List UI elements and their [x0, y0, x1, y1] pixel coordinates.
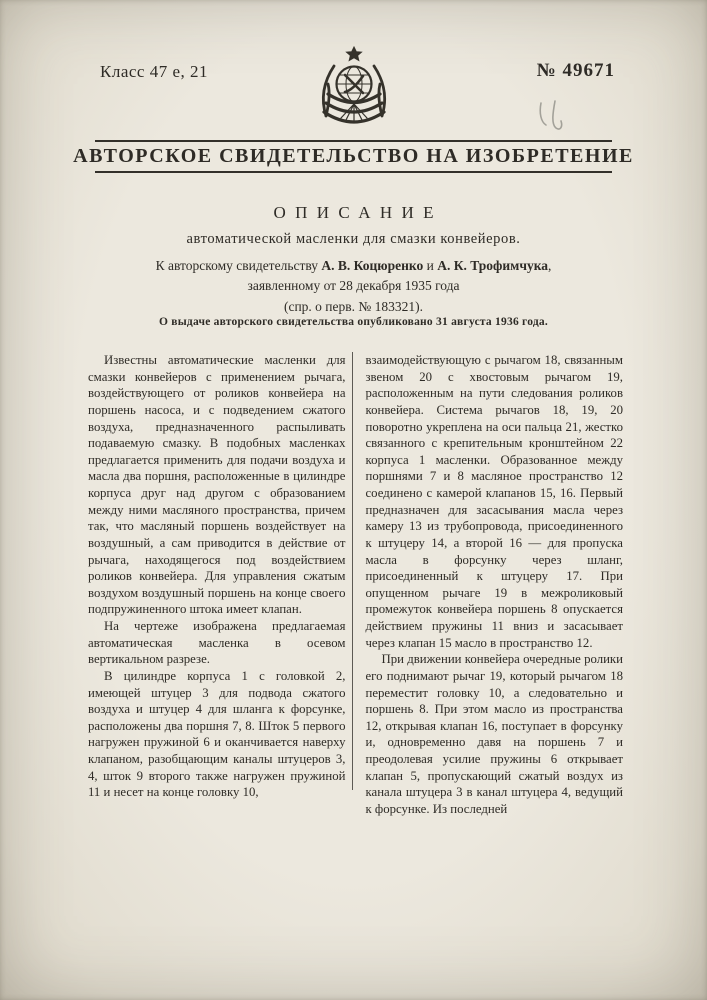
handwritten-pencil-mark-icon [535, 100, 569, 143]
invention-subject: автоматической масленки для смазки конвейеров. [186, 231, 521, 247]
priority-reference: (спр. о перв. № 183321). [283, 298, 424, 314]
banner-rule-top [95, 140, 612, 142]
body-paragraph: Известны автоматические масленки для смазки конвейеров с применением рычага, воздействующего от роликов конвейера на поршень насоса, и с подведением сжатого воздуха, предназначенного распыливать подаваемую смазку. В подобных масленках предлагается применить для подачи воздуха и масла два поршня, расположенные в цилиндре корпуса друг над другом с образованием между ними масляного пространства, причем так, что масляный поршень воздействует на воздушный, а сам приводится в действие от рычага, находящегося под воздействием роликов конвейера. Для управления сжатым воздухом воздушный поршень на конце своего подпружиненного штока имеет клапан. [88, 353, 346, 617]
doc-type-heading: ОПИСАНИЕ [273, 203, 443, 222]
body-text-columns [88, 352, 623, 818]
body-paragraph: При движении конвейера очередные ролики его поднимают рычаг 19, который рычагом 18 переместит головку 10, а следовательно и поршень 8. При этом масло из пространства 12, открывая клапан 16, поступает в форсунку и, одновременно давя на поршень 7 и преодолевая усилие пружины 6 открывает клапан 5, пропускающий сжатый воздух из канала штуцера 3 в канал штуцера 4, ведущий к форсунке. Из последней [365, 652, 623, 816]
patent-number: № 49671 [536, 60, 615, 81]
author-name-2: А. К. Трофимчука [437, 258, 549, 273]
authors-paragraph [139, 256, 569, 317]
body-paragraph: взаимодействующую с рычагом 18, связанным звеном 20 с хвостовым рычагом 19, расположенным на пути следования роликов конвейера. Система рычагов 18, 19, 20 поворотно укреплена на оси пальца 21, жестко связанного с крепительным кронштейном 22 корпуса 1 масленки. Образованное между поршнями 7 и 8 масляное пространство 12 соединено с камерой клапанов 15, 16. Первый предназначен для засасывания масла через камеру 13 из трубопровода, присоединенного к штуцеру 14, а второй 16 — для пропуска масла в форсунку через шланг, присоединенный к штуцеру 17. При опущенном рычаге 19 в межроликовый промежуток конвейера поршень 8 опускается действием пружины 11 вниз и засасывает через клапан 15 масло в пространство 12. [365, 353, 623, 650]
ussr-coat-of-arms-icon [315, 44, 393, 141]
body-paragraph: В цилиндре корпуса 1 с головкой 2, имеющей штуцер 3 для подвода сжатого воздуха и штуцер 4 для шланга к форсунке, расположены два поршня 7, 8. Шток 5 первого нагружен пружиной 6 и оканчивается наверху клапаном, разобщающим каналы штуцеров 3, 4, шток 9 второго также нагружен пружиной 11 и несет на конце головку 10, [88, 668, 346, 800]
authors-suffix: , заявленному от 28 декабря 1935 года [247, 258, 552, 294]
authors-conjunction: и [423, 258, 438, 273]
certificate-banner-title: АВТОРСКОЕ СВИДЕТЕЛЬСТВО НА ИЗОБРЕТЕНИЕ [73, 145, 634, 167]
authors-prefix: К авторскому свидетельству [155, 258, 322, 273]
banner-rule-bottom [95, 171, 612, 173]
publication-line: О выдаче авторского свидетельства опубликовано 31 августа 1936 года. [159, 316, 548, 328]
left-column [88, 352, 346, 818]
author-name-1: А. В. Коцюренко [321, 258, 424, 273]
right-column [366, 352, 624, 818]
body-paragraph: На чертеже изображена предлагаемая автоматическая масленка в осевом вертикальном разрезе. [88, 619, 346, 667]
patent-class-label: Класс 47 е, 21 [100, 62, 209, 81]
